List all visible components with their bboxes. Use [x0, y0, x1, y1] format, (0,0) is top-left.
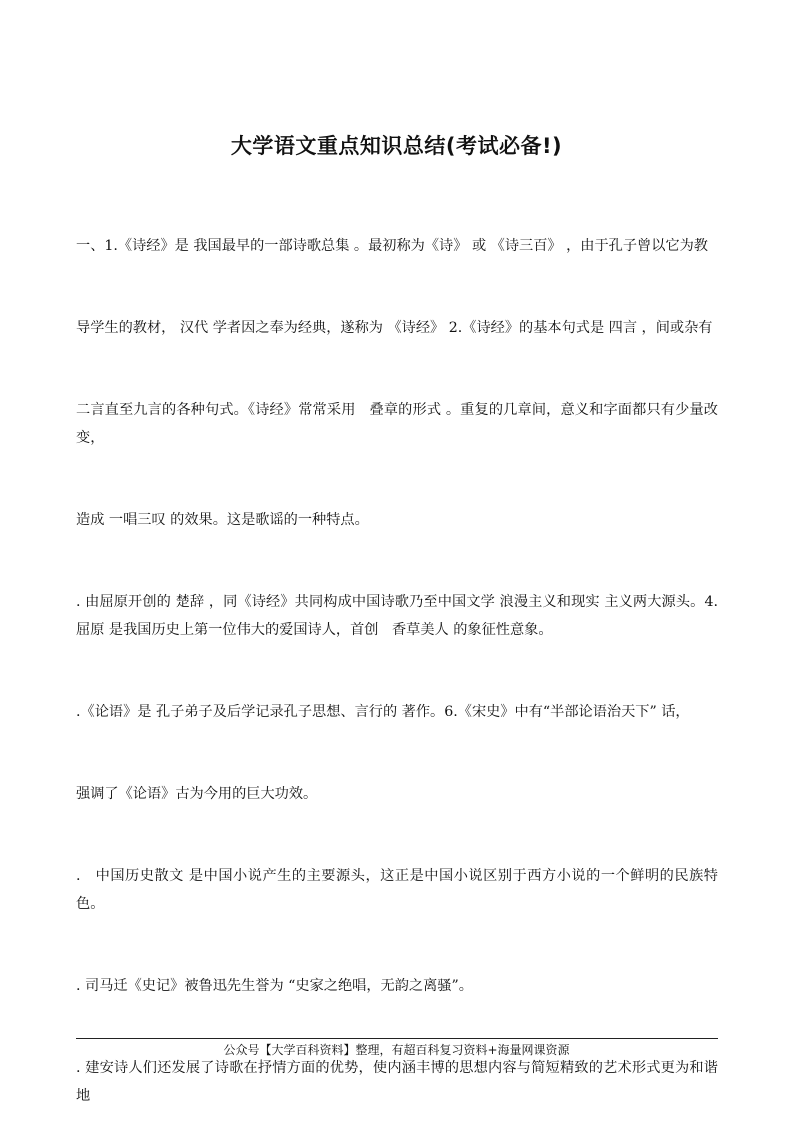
paragraph-2: 导学生的教材， 汉代 学者因之奉为经典，遂称为 《诗经》 2.《诗经》的基本句式是 四言 ，间或杂有: [76, 320, 713, 336]
footer-divider: [76, 1038, 718, 1039]
paragraph-6: .《论语》是 孔子弟子及后学记录孔子思想、言行的 著作。6.《宋史》中有“半部论语治天下” 话，: [76, 704, 690, 720]
paragraph-5: . 由屈原开创的 楚辞 ，同《诗经》共同构成中国诗歌乃至中国文学 浪漫主义和现实 主义两大源头。4. 屈原 是我国历史上第一位伟大的爱国诗人，首创 香草美人 的象征性意象。: [76, 594, 723, 638]
paragraph-10: . 建安诗人们还发展了诗歌在抒情方面的优势，使内涵丰博的思想内容与简短精致的艺术形式更为和谐地: [76, 1060, 718, 1104]
document-title: 大学语文重点知识总结(考试必备!): [230, 134, 563, 158]
paragraph-4: 造成 一唱三叹 的效果。这是歌谣的一种特点。: [76, 512, 369, 528]
paragraph-8: . 中国历史散文 是中国小说产生的主要源头，这正是中国小说区别于西方小说的一个鲜明的民族特色。: [76, 868, 718, 912]
paragraph-7: 强调了《论语》古为今用的巨大功效。: [76, 786, 318, 802]
paragraph-9: . 司马迁《史记》被鲁迅先生誉为 “史家之绝唱，无韵之离骚”。: [76, 978, 473, 994]
document-body: [76, 232, 723, 1110]
paragraph-3: 二言直至九言的各种句式。《诗经》常常采用 叠章的形式 。重复的几章间，意义和字面都只有少量改变，: [76, 402, 718, 446]
paragraph-1: 一、1.《诗经》是 我国最早的一部诗歌总集 。最初称为《诗》 或 《诗三百》 ，由于孔子曾以它为教: [76, 238, 708, 254]
footer-note: 公众号【大学百科资料】整理，有超百科复习资料+海量网课资源: [223, 1043, 570, 1057]
